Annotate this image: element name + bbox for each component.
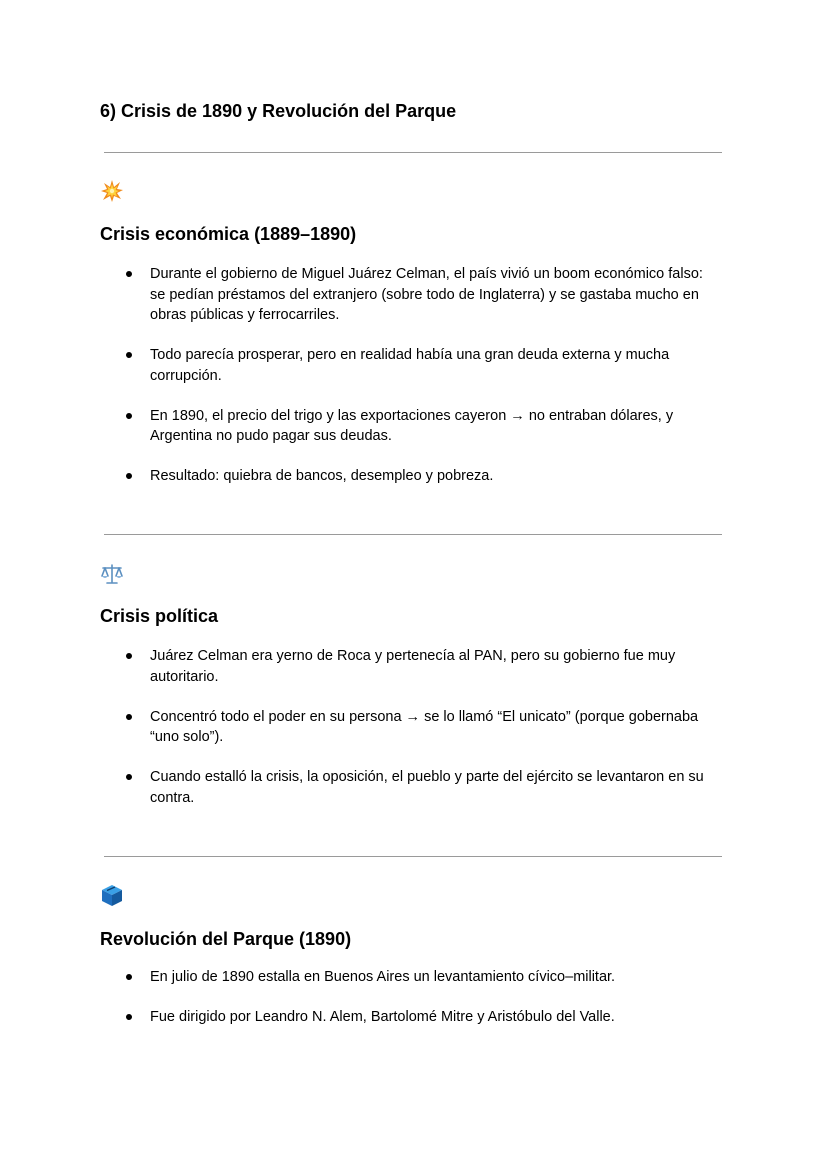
- bullet-list-crisis-politica: [0, 646, 828, 828]
- bullet-icon: [126, 473, 132, 479]
- bullet-list-crisis-economica: [0, 264, 828, 506]
- list-item: En julio de 1890 estalla en Buenos Aires un levantamiento cívico–militar.: [0, 967, 715, 988]
- horizontal-divider: [104, 856, 722, 857]
- bullet-list-revolucion-del-parque: [0, 967, 828, 1047]
- list-item: Resultado: quiebra de bancos, desempleo y pobreza.: [0, 466, 715, 487]
- horizontal-divider: [104, 152, 722, 153]
- bullet-icon: [126, 974, 132, 980]
- bullet-icon: [126, 413, 132, 419]
- ballot-box-icon: [100, 883, 124, 907]
- collision-icon: [100, 179, 124, 203]
- section-heading-revolucion-del-parque: Revolución del Parque (1890): [100, 929, 352, 949]
- bullet-icon: [126, 774, 132, 780]
- list-item: Concentró todo el poder en su persona → se lo llamó “El unicato” (porque gobernaba “uno solo”).: [0, 707, 715, 748]
- list-item: Durante el gobierno de Miguel Juárez Celman, el país vivió un boom económico falso: se pedían préstamos del extranjero (sobre todo de Inglaterra) y se gastaba mucho en obras públicas y ferrocarriles.: [0, 264, 715, 326]
- list-item: Juárez Celman era yerno de Roca y pertenecía al PAN, pero su gobierno fue muy autoritario.: [0, 646, 715, 687]
- bullet-icon: [126, 653, 132, 659]
- section-heading-crisis-politica: Crisis política: [100, 606, 219, 626]
- page-title: 6) Crisis de 1890 y Revolución del Parque: [100, 101, 457, 121]
- horizontal-divider: [104, 534, 722, 535]
- section-heading-crisis-economica: Crisis económica (1889–1890): [100, 224, 357, 244]
- list-item: Fue dirigido por Leandro N. Alem, Bartolomé Mitre y Aristóbulo del Valle.: [0, 1007, 715, 1028]
- list-item: Todo parecía prosperar, pero en realidad había una gran deuda externa y mucha corrupción.: [0, 345, 715, 386]
- bullet-icon: [126, 271, 132, 277]
- balance-scale-icon: [100, 562, 124, 586]
- bullet-icon: [126, 714, 132, 720]
- bullet-icon: [126, 1014, 132, 1020]
- bullet-icon: [126, 352, 132, 358]
- list-item: Cuando estalló la crisis, la oposición, el pueblo y parte del ejército se levantaron en su contra.: [0, 767, 715, 808]
- list-item: En 1890, el precio del trigo y las exportaciones cayeron → no entraban dólares, y Argentina no pudo pagar sus deudas.: [0, 406, 715, 447]
